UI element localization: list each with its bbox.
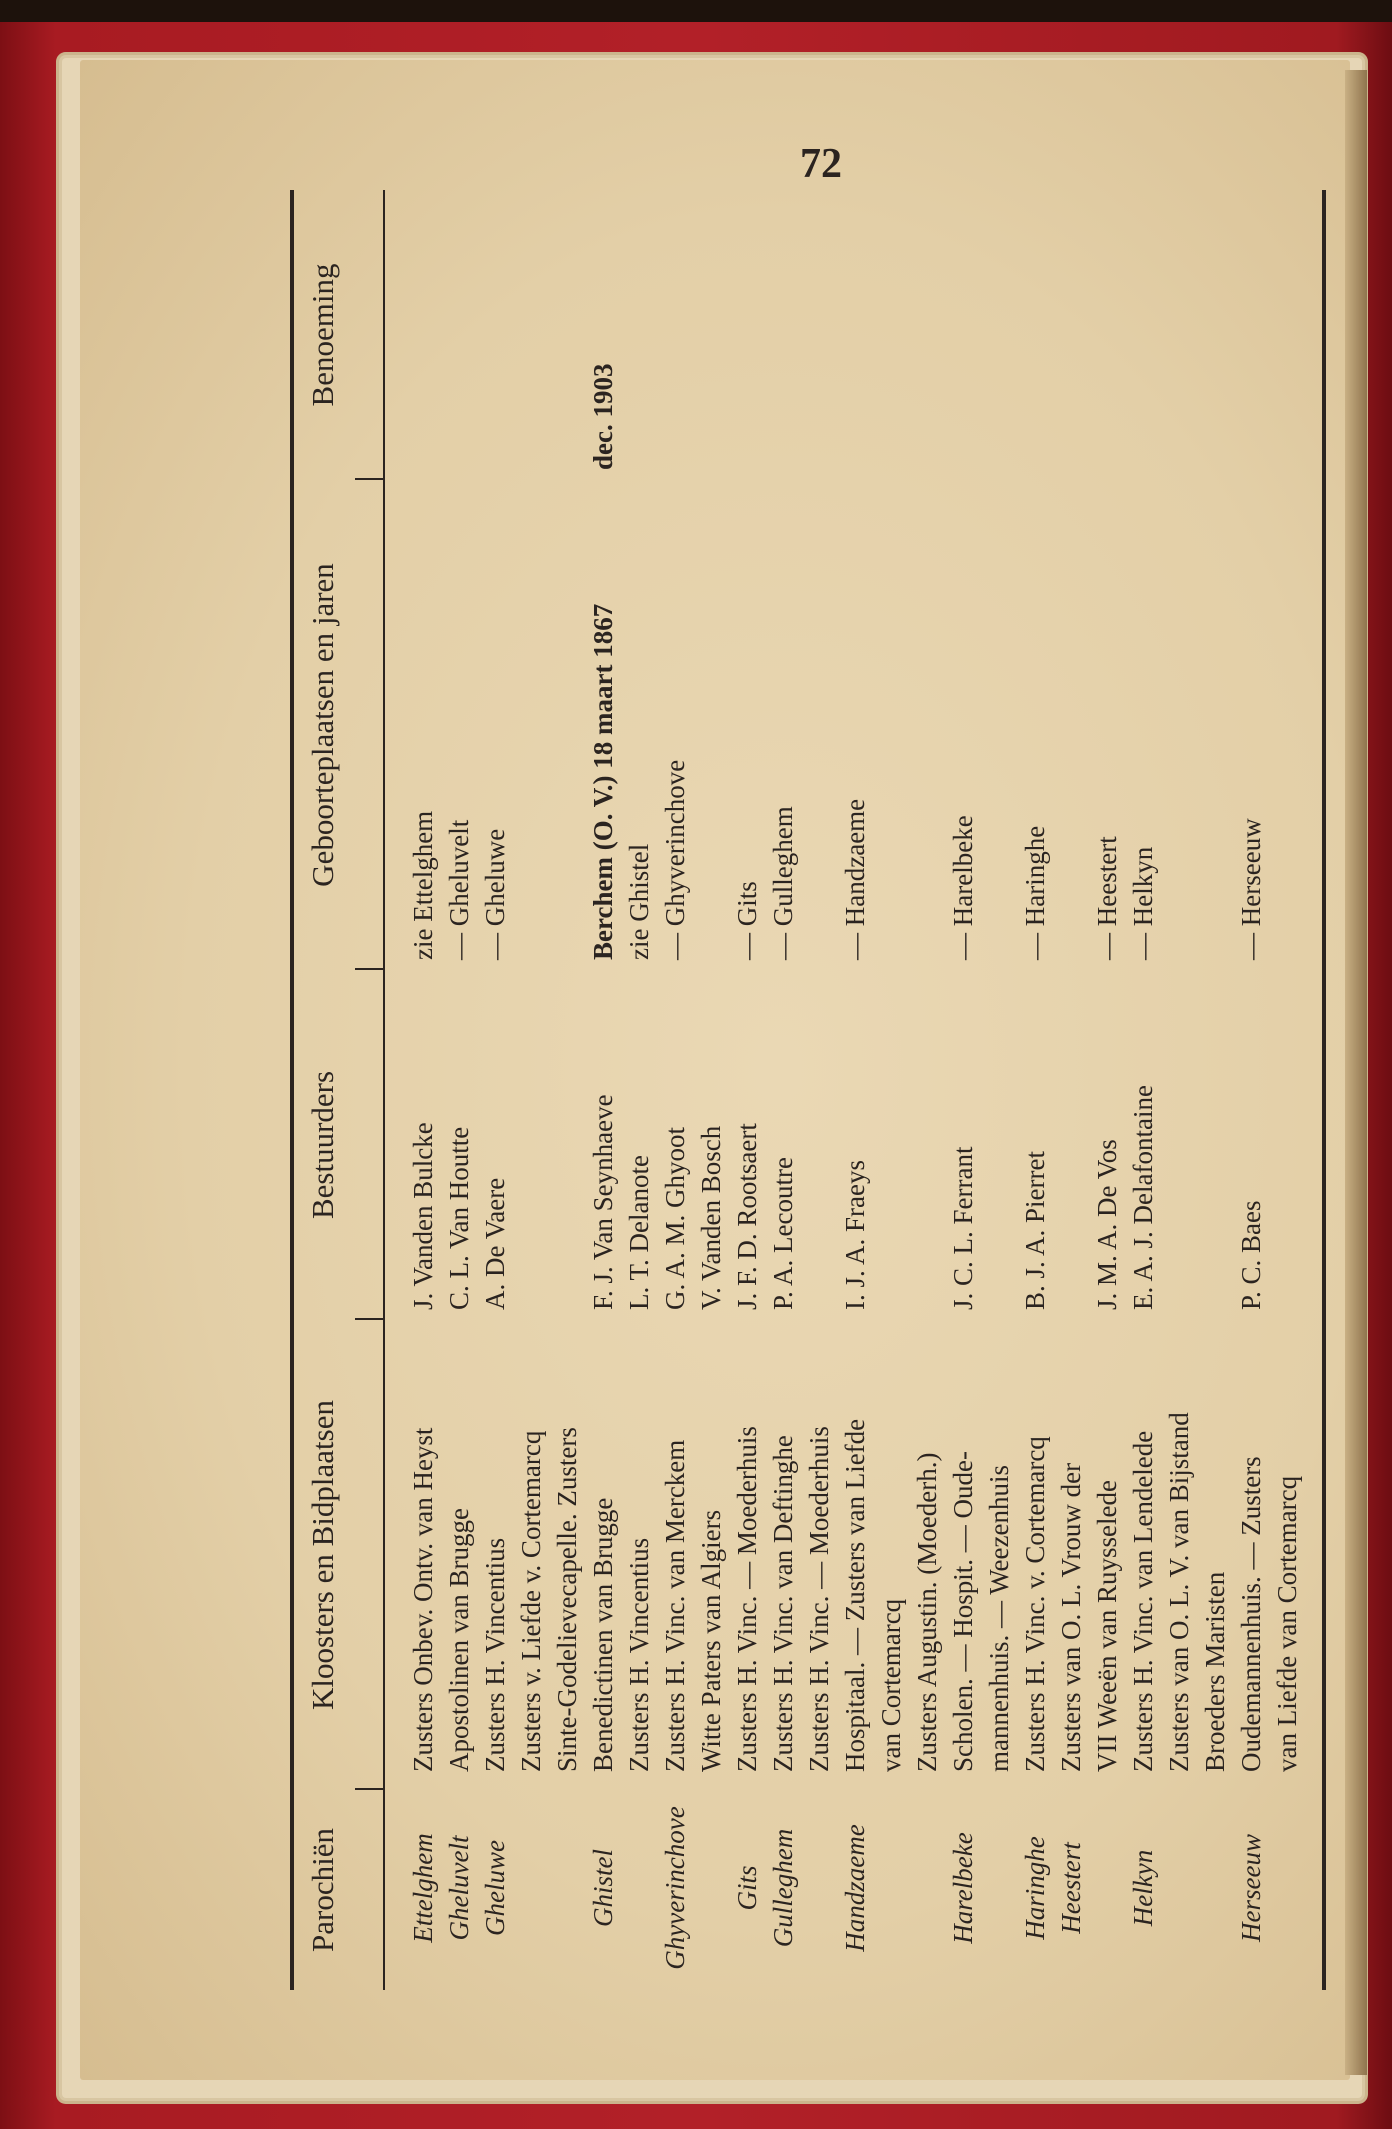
cell-parish: Harelbeke — [948, 1832, 978, 1944]
cell-monastery: Zusters H. Vincentius — [624, 1537, 654, 1772]
cell-birth: — Gits — [732, 881, 762, 960]
cell-director: V. Vanden Bosch — [696, 1125, 726, 1310]
cell-parish: Helkyn — [1128, 1849, 1158, 1927]
cell-monastery: Zusters Augustin. (Moederh.) — [912, 1452, 942, 1772]
cell-birth: — Haringhe — [1020, 825, 1050, 960]
cell-monastery: Zusters Onbev. Ontv. van Heyst — [408, 1427, 438, 1772]
cell-monastery: Apostolinen van Brugge — [444, 1508, 474, 1772]
cell-director: J. F. D. Rootsaert — [732, 1123, 762, 1310]
header-birth: Geboorteplaatsen en jaren — [305, 563, 340, 887]
cell-birth: — Gheluvelt — [444, 819, 474, 960]
header-appointment: Benoeming — [305, 263, 340, 407]
cell-birth: — Gheluwe — [480, 828, 510, 960]
cell-parish: Gulleghem — [768, 1828, 798, 1948]
cell-monastery: van Cortemarcq — [876, 1598, 906, 1772]
col-divider — [355, 1318, 383, 1320]
page-number: 72 — [800, 141, 842, 187]
cell-birth: — Harelbeke — [948, 815, 978, 960]
parish-table — [290, 190, 1390, 1990]
cell-monastery: van Liefde van Cortemarcq — [1272, 1475, 1302, 1772]
cell-birth: Berchem (O. V.) 18 maart 1867 — [588, 603, 618, 960]
cell-monastery: mannenhuis. — Weezenhuis — [984, 1464, 1014, 1772]
cell-birth: — Helkyn — [1128, 846, 1158, 960]
col-divider — [355, 478, 383, 480]
cell-director: L. T. Delanote — [624, 1155, 654, 1310]
cell-parish: Ghyverinchove — [660, 1806, 690, 1970]
cell-parish: Handzaeme — [840, 1824, 870, 1952]
cell-monastery: Oudemannenhuis. — Zusters — [1236, 1456, 1266, 1772]
cell-monastery: Hospitaal. — Zusters van Liefde — [840, 1418, 870, 1772]
cell-monastery: Broeders Maristen — [1200, 1571, 1230, 1772]
header-parish: Parochiën — [305, 1828, 340, 1952]
cell-director: J. Vanden Bulcke — [408, 1122, 438, 1310]
cell-director: G. A. M. Ghyoot — [660, 1126, 690, 1310]
cell-director: P. A. Lecoutre — [768, 1157, 798, 1310]
cell-monastery: Zusters H. Vinc. van Merckem — [660, 1439, 690, 1772]
cell-parish: Gits — [732, 1865, 762, 1911]
cell-monastery: Zusters H. Vinc. v. Cortemarcq — [1020, 1436, 1050, 1772]
cover-shadow — [0, 0, 1392, 22]
header-monasteries: Kloosters en Bidplaatsen — [305, 1400, 340, 1710]
cell-director: E. A. J. Delafontaine — [1128, 1085, 1158, 1310]
cell-birth: — Gulleghem — [768, 806, 798, 960]
cell-director: C. L. Van Houtte — [444, 1126, 474, 1310]
cell-monastery: Zusters v. Liefde v. Cortemarcq — [516, 1430, 546, 1772]
cell-monastery: Benedictinen van Brugge — [588, 1497, 618, 1772]
col-divider — [355, 968, 383, 970]
cell-birth: zie Ghistel — [624, 843, 654, 960]
cell-director: J. M. A. De Vos — [1092, 1139, 1122, 1310]
cell-monastery: Witte Paters van Algiers — [696, 1509, 726, 1772]
cell-parish: Ettelghem — [408, 1833, 438, 1943]
cell-monastery: VII Weeën van Ruysselede — [1092, 1480, 1122, 1772]
cell-parish: Heestert — [1056, 1842, 1086, 1934]
cell-parish: Herseeuw — [1236, 1834, 1266, 1942]
cell-parish: Gheluwe — [480, 1840, 510, 1936]
cell-monastery: Sinte-Godelievecapelle. Zusters — [552, 1427, 582, 1772]
cell-parish: Gheluvelt — [444, 1835, 474, 1941]
cell-director: P. C. Baes — [1236, 1200, 1266, 1310]
cell-monastery: Zusters van O. L. Vrouw der — [1056, 1462, 1086, 1772]
cell-director: I. J. A. Fraeys — [840, 1160, 870, 1310]
cell-monastery: Zusters H. Vincentius — [480, 1537, 510, 1772]
cell-birth: — Herseeuw — [1236, 818, 1266, 960]
cell-director: B. J. A. Pierret — [1020, 1151, 1050, 1310]
cell-monastery: Scholen. — Hospit. — Oude- — [948, 1451, 978, 1772]
cell-monastery: Zusters H. Vinc. — Moederhuis — [732, 1426, 762, 1772]
cell-birth: — Heestert — [1092, 836, 1122, 960]
cell-monastery: Zusters van O. L. V. van Bijstand — [1164, 1412, 1194, 1772]
cell-birth: — Handzaeme — [840, 798, 870, 960]
cell-monastery: Zusters H. Vinc. van Deftinghe — [768, 1435, 798, 1772]
header-directors: Bestuurders — [305, 1070, 340, 1220]
cell-director: J. C. L. Ferrant — [948, 1146, 978, 1310]
cell-birth: — Ghyverinchove — [660, 759, 690, 960]
cell-appointment: dec. 1903 — [588, 363, 618, 470]
cell-director: A. De Vaere — [480, 1177, 510, 1310]
cell-monastery: Zusters H. Vinc. van Lendelede — [1128, 1430, 1158, 1772]
col-divider — [355, 1788, 383, 1790]
header-rule — [383, 190, 385, 1990]
bottom-rule — [1322, 190, 1326, 1990]
cell-parish: Ghistel — [588, 1849, 618, 1927]
cell-birth: zie Ettelghem — [408, 810, 438, 960]
cell-director: F. J. Van Seynhaeve — [588, 1094, 618, 1310]
cell-monastery: Zusters H. Vinc. — Moederhuis — [804, 1426, 834, 1772]
cell-parish: Haringhe — [1020, 1836, 1050, 1940]
